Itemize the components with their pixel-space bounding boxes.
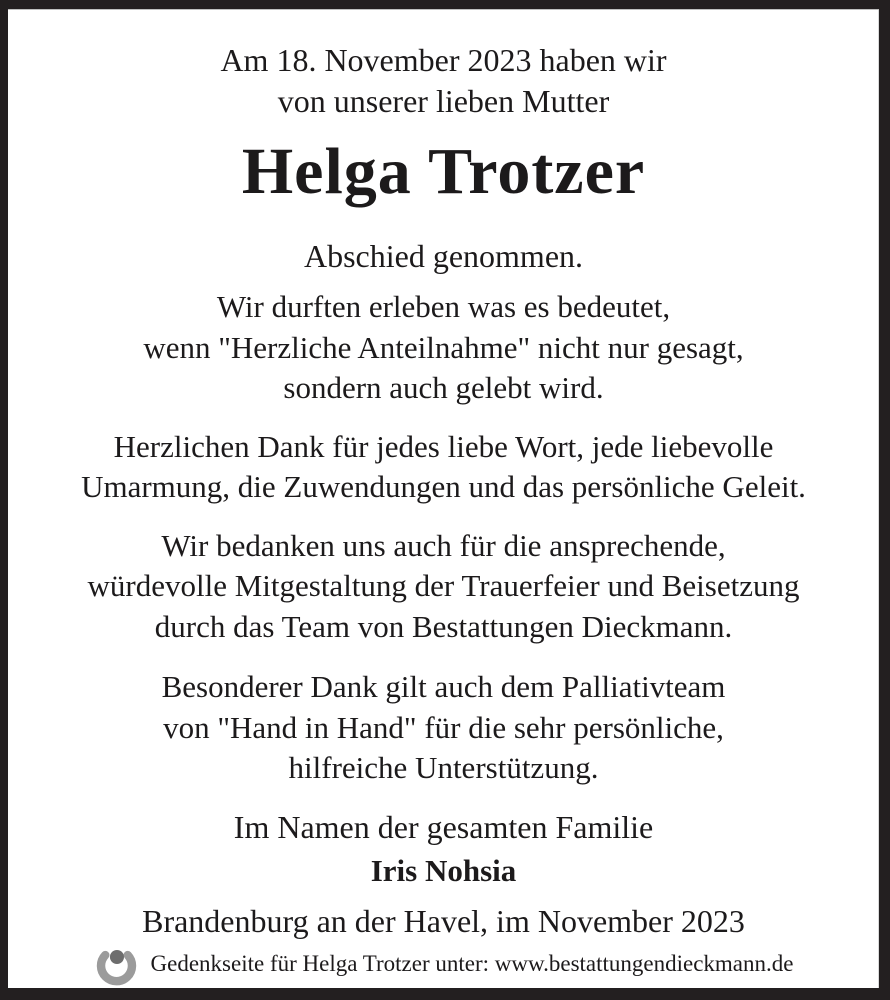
intro-line-1: Am 18. November 2023 haben wir: [220, 42, 667, 78]
paragraph-line: von "Hand in Hand" für die sehr persönliche,: [163, 709, 724, 745]
deceased-name: Helga Trotzer: [241, 135, 646, 208]
thanks-paragraph-2: [8, 427, 879, 508]
paragraph-line: Besonderer Dank gilt auch dem Palliativteam: [161, 669, 726, 704]
paragraph-line: sondern auch gelebt wird.: [283, 370, 604, 405]
paragraph-line: hilfreiche Unterstützung.: [288, 750, 599, 785]
thanks-paragraph-3: [8, 526, 879, 648]
farewell-line: Abschied genommen.: [303, 238, 584, 274]
place-date-line: Brandenburg an der Havel, im November 2023: [142, 902, 745, 939]
signature-name: Iris Nohsia: [370, 852, 517, 888]
memorial-figure-icon: [94, 941, 139, 987]
paragraph-line: Herzlichen Dank für jedes liebe Wort, jede liebevolle: [113, 428, 774, 464]
paragraph-line: Wir durften erleben was es bedeutet,: [216, 289, 671, 324]
paragraph-line: durch das Team von Bestattungen Dieckmann.: [154, 608, 733, 644]
memorial-link-row: [8, 942, 879, 986]
thanks-paragraph-1: [8, 287, 879, 409]
memorial-link-text: Gedenkseite für Helga Trotzer unter: www.bestattungendieckmann.de: [150, 950, 794, 976]
family-line: Im Namen der gesamten Familie: [233, 808, 654, 845]
paragraph-line: würdevolle Mitgestaltung der Trauerfeier und Beisetzung: [87, 568, 800, 603]
paragraph-line: wenn "Herzliche Anteilnahme" nicht nur gesagt,: [143, 329, 744, 365]
notice-sheet: [8, 9, 879, 988]
paragraph-line: Wir bedanken uns auch für die ansprechende,: [161, 527, 726, 563]
thanks-paragraph-4: [8, 667, 879, 789]
paragraph-line: Umarmung, die Zuwendungen und das persönliche Geleit.: [81, 469, 806, 504]
intro-line-2: von unserer lieben Mutter: [277, 83, 610, 119]
